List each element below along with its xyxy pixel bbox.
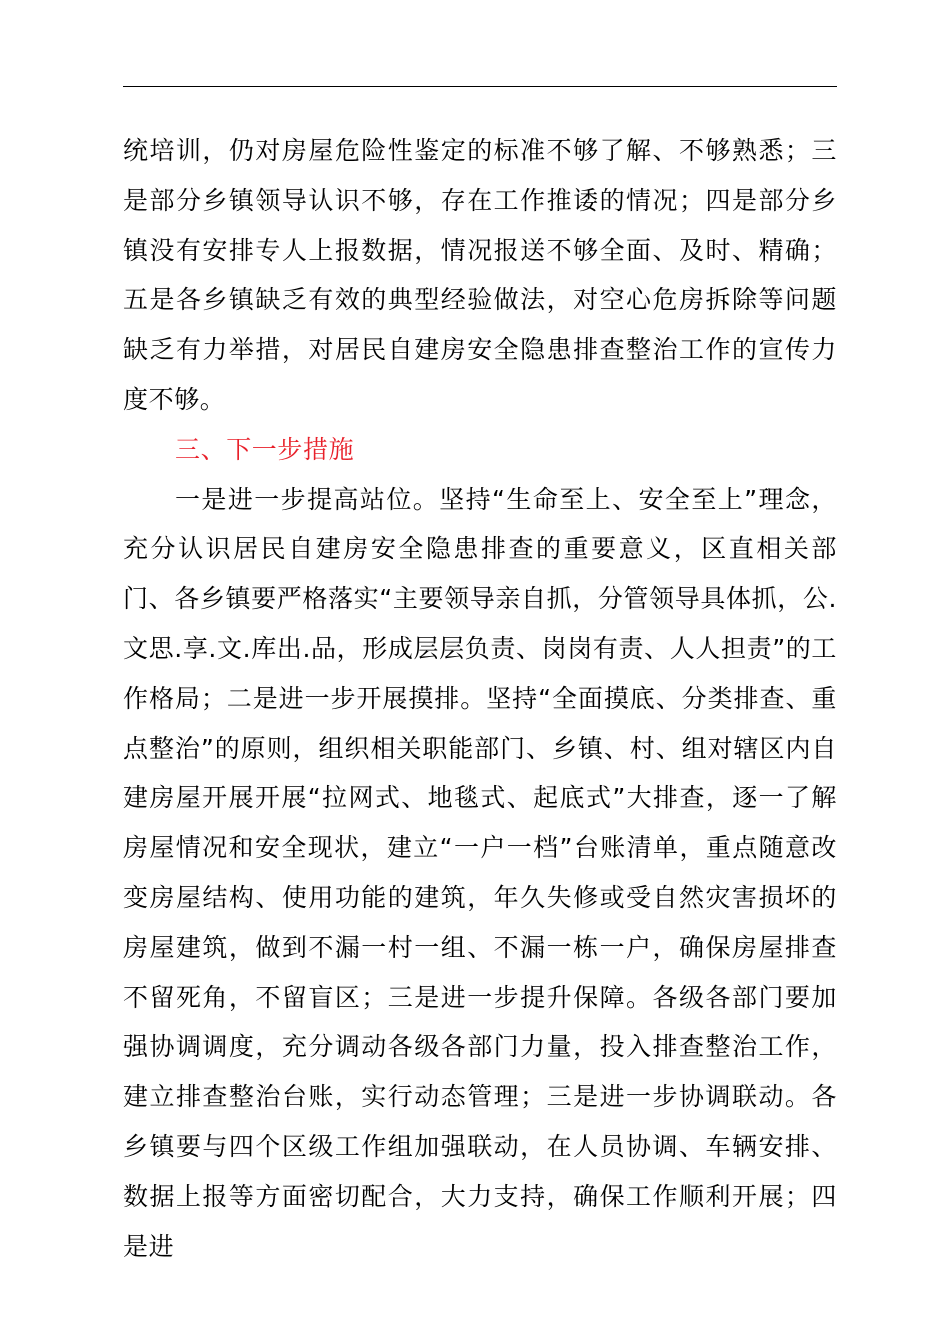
paragraph-measures: 一是进一步提高站位。坚持“生命至上、安全至上”理念，充分认识居民自建房安全隐患排查的重要意义，区直相关部门、各乡镇要严格落实“主要领导亲自抓，分管领导具体抓，公.文思.享.文.库出.品，形成层层负责、岗岗有责、人人担责”的工作格局；二是进一步开展摸排。坚持“全面摸底、分类排查、重点整治”的原则，组织相关职能部门、乡镇、村、组对辖区内自建房屋开展开展“拉网式、地毯式、起底式”大排查，逐一了解房屋情况和安全现状，建立“一户一档”台账清单，重点随意改变房屋结构、使用功能的建筑，年久失修或受自然灾害损坏的房屋建筑，做到不漏一村一组、不漏一栋一户，确保房屋排查不留死角，不留盲区；三是进一步提升保障。各级各部门要加强协调调度，充分调动各级各部门力量，投入排查整治工作，建立排查整治台账，实行动态管理；三是进一步协调联动。各乡镇要与四个区级工作组加强联动，在人员协调、车辆安排、数据上报等方面密切配合，大力支持，确保工作顺利开展；四是进 [123,484,837,1261]
header-rule [123,86,837,87]
section-heading: 三、下一步措施 [175,434,355,464]
paragraph-continuation: 统培训，仍对房屋危险性鉴定的标准不够了解、不够熟悉；三是部分乡镇领导认识不够，存在工作推诿的情况；四是部分乡镇没有安排专人上报数据，情况报送不够全面、及时、精确；五是各乡镇缺乏有效的典型经验做法，对空心危房拆除等问题缺乏有力举措，对居民自建房安全隐患排查整治工作的宣传力度不够。 [123,136,837,414]
document-body [123,126,837,1271]
